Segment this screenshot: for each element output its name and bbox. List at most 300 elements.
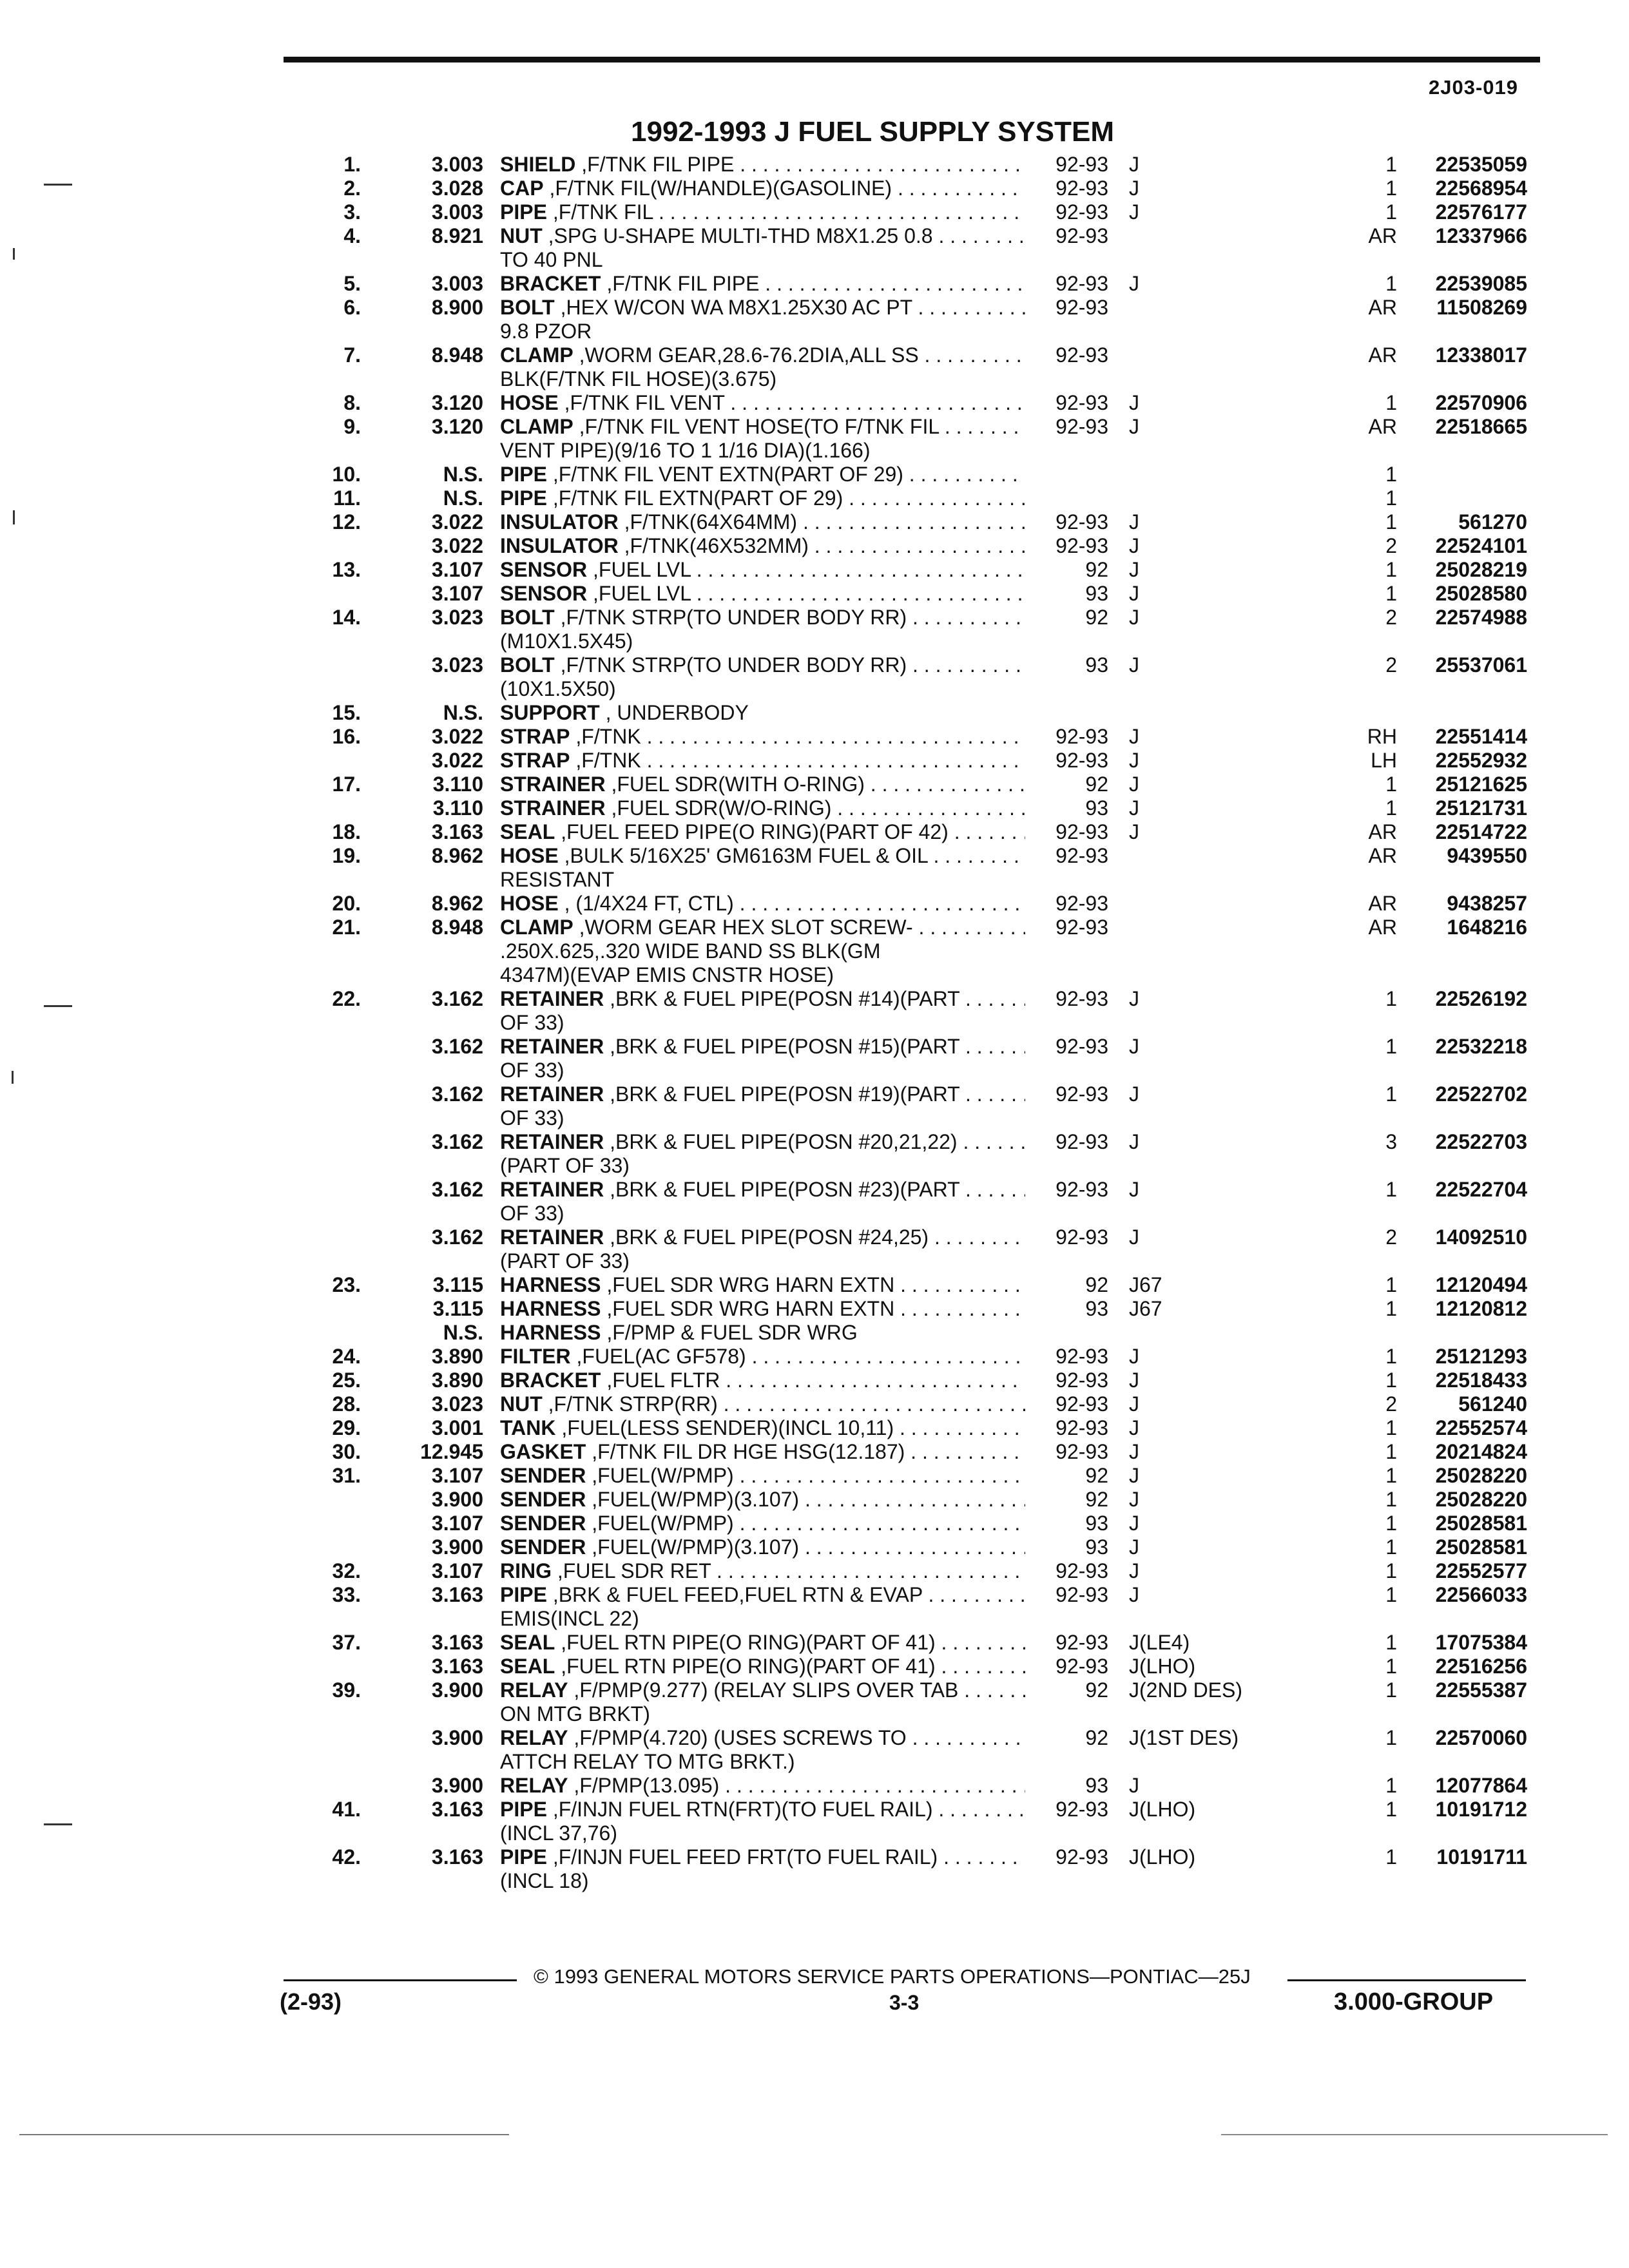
- quantity: 1: [1385, 1655, 1397, 1678]
- part-description-cont: (INCL 37,76): [500, 1821, 617, 1845]
- table-row: [0, 177, 1629, 200]
- part-detail: ,FUEL SDR(WITH O-RING): [611, 773, 865, 796]
- group-number: 3.003: [431, 272, 483, 295]
- part-number: 22535059: [1435, 153, 1527, 176]
- model-years: 92-93: [1055, 415, 1108, 438]
- quantity: 1: [1385, 1440, 1397, 1463]
- footer-copyright: © 1993 GENERAL MOTORS SERVICE PARTS OPERATIONS—PONTIAC—25J: [534, 1965, 1251, 1988]
- table-row-continuation: [0, 1750, 1629, 1774]
- table-row-continuation: [0, 1106, 1629, 1130]
- model-years: 92-93: [1055, 1345, 1108, 1368]
- item-number: 41.: [332, 1798, 361, 1821]
- table-row: [0, 153, 1629, 177]
- model-code: J: [1129, 606, 1139, 629]
- item-number: 25.: [332, 1369, 361, 1392]
- table-row: [0, 1440, 1629, 1464]
- part-number: 14092510: [1435, 1225, 1527, 1249]
- table-row: [0, 1178, 1629, 1202]
- part-number: 25028580: [1435, 582, 1527, 605]
- margin-mark: [44, 1823, 72, 1825]
- group-number: 8.948: [431, 916, 483, 939]
- part-detail: ,SPG U-SHAPE MULTI-THD M8X1.25 0.8: [548, 224, 933, 247]
- table-row: [0, 725, 1629, 749]
- model-code: J(LE4): [1129, 1631, 1190, 1654]
- model-code: J: [1129, 1774, 1139, 1797]
- quantity: 1: [1385, 1845, 1397, 1869]
- part-number: 25121625: [1435, 773, 1527, 796]
- part-description-cont: (PART OF 33): [500, 1249, 630, 1273]
- group-number: 3.162: [431, 987, 483, 1010]
- quantity: 1: [1385, 1678, 1397, 1702]
- group-number: 3.022: [431, 749, 483, 772]
- model-years: 92-93: [1055, 1798, 1108, 1821]
- part-name: RELAY: [500, 1774, 568, 1797]
- group-number: 8.921: [431, 224, 483, 247]
- part-detail: ,HEX W/CON WA M8X1.25X30 AC PT: [560, 296, 912, 319]
- model-years: 92-93: [1055, 725, 1108, 748]
- part-number: 25028581: [1435, 1512, 1527, 1535]
- table-row-continuation: [0, 1249, 1629, 1273]
- table-row: [0, 1345, 1629, 1369]
- quantity: AR: [1368, 343, 1397, 367]
- item-number: 18.: [332, 820, 361, 843]
- model-years: 93: [1085, 1774, 1108, 1797]
- part-detail: ,F/PMP(9.277) (RELAY SLIPS OVER TAB: [574, 1678, 959, 1702]
- item-number: 32.: [332, 1559, 361, 1582]
- part-name: PIPE: [500, 200, 547, 224]
- part-detail: ,F/TNK: [575, 749, 641, 772]
- group-number: 3.115: [432, 1297, 483, 1320]
- table-row: [0, 1369, 1629, 1392]
- part-number: 10191712: [1435, 1798, 1527, 1821]
- part-number: 12120812: [1435, 1297, 1527, 1320]
- item-number: 13.: [332, 558, 361, 581]
- part-name: STRAINER: [500, 796, 606, 820]
- part-name: HARNESS: [500, 1321, 601, 1344]
- part-name: RETAINER: [500, 1082, 604, 1106]
- part-name: RELAY: [500, 1678, 568, 1702]
- model-code: J(2ND DES): [1129, 1678, 1243, 1702]
- table-row: [0, 582, 1629, 606]
- quantity: RH: [1367, 725, 1397, 748]
- part-number: 25028581: [1435, 1535, 1527, 1559]
- quantity: 2: [1385, 606, 1397, 629]
- quantity: 1: [1385, 1297, 1397, 1320]
- part-name: RELAY: [500, 1726, 568, 1749]
- group-number: 3.163: [431, 820, 483, 843]
- item-number: 20.: [332, 892, 361, 915]
- part-number: 25028219: [1435, 558, 1527, 581]
- part-number: 22552574: [1435, 1416, 1527, 1439]
- part-number: 22552932: [1435, 749, 1527, 772]
- quantity: 1: [1385, 796, 1397, 820]
- group-number: 12.945: [420, 1440, 483, 1463]
- quantity: 1: [1385, 463, 1397, 486]
- part-name: SEAL: [500, 1655, 555, 1678]
- model-years: 92-93: [1055, 1440, 1108, 1463]
- item-number: 15.: [332, 701, 361, 724]
- margin-mark: [13, 510, 15, 524]
- model-code: J: [1129, 415, 1139, 438]
- part-name: GASKET: [500, 1440, 586, 1463]
- table-row: [0, 534, 1629, 558]
- table-row: [0, 1845, 1629, 1869]
- item-number: 19.: [332, 844, 361, 867]
- model-years: 92-93: [1055, 1583, 1108, 1606]
- table-row-continuation: [0, 1821, 1629, 1845]
- model-years: 92-93: [1055, 1845, 1108, 1869]
- part-description: [500, 701, 1025, 725]
- table-row: [0, 1416, 1629, 1440]
- part-detail: ,F/TNK: [575, 725, 641, 748]
- quantity: 2: [1385, 1225, 1397, 1249]
- table-row: [0, 796, 1629, 820]
- group-number: 3.163: [431, 1655, 483, 1678]
- group-number: 3.900: [431, 1678, 483, 1702]
- item-number: 31.: [332, 1464, 361, 1487]
- quantity: 1: [1385, 1631, 1397, 1654]
- model-years: 92: [1085, 1726, 1108, 1749]
- model-years: 92: [1085, 606, 1108, 629]
- item-number: 6.: [343, 296, 361, 319]
- group-number: 3.022: [431, 534, 483, 557]
- part-detail: ,BRK & FUEL PIPE(POSN #15)(PART: [610, 1035, 960, 1058]
- group-number: 3.162: [431, 1225, 483, 1249]
- model-code: J67: [1129, 1273, 1162, 1296]
- part-name: SENDER: [500, 1512, 586, 1535]
- part-name: RETAINER: [500, 1178, 604, 1201]
- part-detail: ,F/TNK FIL PIPE: [581, 153, 735, 176]
- part-number: 22522704: [1435, 1178, 1527, 1201]
- part-description-cont: 4347M)(EVAP EMIS CNSTR HOSE): [500, 963, 834, 986]
- quantity: 1: [1385, 1345, 1397, 1368]
- item-number: 23.: [332, 1273, 361, 1296]
- part-description-cont: ON MTG BRKT): [500, 1702, 650, 1725]
- table-row: [0, 844, 1629, 868]
- item-number: 39.: [332, 1678, 361, 1702]
- part-name: FILTER: [500, 1345, 571, 1368]
- model-years: 92-93: [1055, 1416, 1108, 1439]
- item-number: 4.: [343, 224, 361, 247]
- table-row-continuation: [0, 868, 1629, 892]
- quantity: 2: [1385, 1392, 1397, 1416]
- table-row: [0, 1559, 1629, 1583]
- item-number: 2.: [343, 177, 361, 200]
- part-number: 25028220: [1435, 1464, 1527, 1487]
- group-number: N.S.: [443, 701, 483, 724]
- table-row-continuation: [0, 1154, 1629, 1178]
- part-name: BOLT: [500, 653, 555, 677]
- part-detail: ,WORM GEAR,28.6-76.2DIA,ALL SS: [579, 343, 919, 367]
- model-years: 93: [1085, 1535, 1108, 1559]
- model-years: 93: [1085, 1297, 1108, 1320]
- group-number: 3.163: [431, 1583, 483, 1606]
- item-number: 17.: [332, 773, 361, 796]
- margin-mark: [44, 1005, 72, 1007]
- quantity: AR: [1368, 296, 1397, 319]
- model-code: J: [1129, 1082, 1139, 1106]
- part-description-cont: (INCL 18): [500, 1869, 589, 1892]
- table-row-continuation: [0, 1059, 1629, 1082]
- item-number: 5.: [343, 272, 361, 295]
- table-row: [0, 1512, 1629, 1535]
- quantity: 2: [1385, 653, 1397, 677]
- group-number: 3.023: [431, 606, 483, 629]
- model-years: 92: [1085, 1464, 1108, 1487]
- footer-rule-right: [1287, 1979, 1526, 1981]
- item-number: 22.: [332, 987, 361, 1010]
- table-row: [0, 773, 1629, 796]
- group-number: 3.890: [431, 1345, 483, 1368]
- part-number: 22555387: [1435, 1678, 1527, 1702]
- quantity: 1: [1385, 1726, 1397, 1749]
- table-row: [0, 653, 1629, 677]
- model-code: J(LHO): [1129, 1845, 1196, 1869]
- quantity: 1: [1385, 1774, 1397, 1797]
- part-detail: ,F/TNK FIL DR HGE HSG(12.187): [592, 1440, 905, 1463]
- part-description: [500, 1321, 1025, 1345]
- model-years: 92-93: [1055, 391, 1108, 414]
- part-description-cont: ATTCH RELAY TO MTG BRKT.): [500, 1750, 795, 1773]
- table-row: [0, 463, 1629, 486]
- model-code: J: [1129, 272, 1139, 295]
- group-number: 3.107: [431, 1559, 483, 1582]
- model-years: 92-93: [1055, 749, 1108, 772]
- part-description-cont: .250X.625,.320 WIDE BAND SS BLK(GM: [500, 939, 881, 963]
- group-number: 3.023: [431, 653, 483, 677]
- item-number: 11.: [333, 486, 361, 510]
- part-detail: ,F/TNK STRP(RR): [548, 1392, 718, 1416]
- table-row-continuation: [0, 439, 1629, 463]
- group-number: N.S.: [443, 1321, 483, 1344]
- part-name: NUT: [500, 1392, 543, 1416]
- part-name: RETAINER: [500, 987, 604, 1010]
- part-number: 561270: [1458, 510, 1527, 533]
- table-row: [0, 1774, 1629, 1798]
- part-detail: ,F/TNK FIL VENT EXTN(PART OF 29): [552, 463, 903, 486]
- item-number: 1.: [343, 153, 361, 176]
- model-years: 92: [1085, 1488, 1108, 1511]
- part-number: 22514722: [1435, 820, 1527, 843]
- part-name: BOLT: [500, 606, 555, 629]
- model-years: 92-93: [1055, 1369, 1108, 1392]
- part-number: 22576177: [1435, 200, 1527, 224]
- model-code: J: [1129, 177, 1139, 200]
- part-number: 22570060: [1435, 1726, 1527, 1749]
- part-name: SHIELD: [500, 153, 576, 176]
- model-years: 92: [1085, 1273, 1108, 1296]
- table-row: [0, 415, 1629, 439]
- model-years: 92: [1085, 1678, 1108, 1702]
- group-number: 3.900: [431, 1774, 483, 1797]
- group-number: 3.110: [432, 796, 483, 820]
- part-description-cont: (10X1.5X50): [500, 677, 616, 700]
- part-name: SEAL: [500, 820, 555, 843]
- model-years: 92-93: [1055, 1082, 1108, 1106]
- model-code: J(LHO): [1129, 1655, 1196, 1678]
- table-row: [0, 558, 1629, 582]
- part-detail: , UNDERBODY: [605, 701, 749, 724]
- group-number: 3.107: [431, 558, 483, 581]
- table-row-continuation: [0, 1202, 1629, 1225]
- part-name: STRAP: [500, 749, 570, 772]
- part-detail: ,FUEL(LESS SENDER)(INCL 10,11): [561, 1416, 894, 1439]
- quantity: 1: [1385, 1369, 1397, 1392]
- part-number: 22570906: [1435, 391, 1527, 414]
- part-name: RETAINER: [500, 1225, 604, 1249]
- model-code: J: [1129, 725, 1139, 748]
- item-number: 16.: [332, 725, 361, 748]
- quantity: 1: [1385, 582, 1397, 605]
- table-row: [0, 296, 1629, 320]
- part-name: PIPE: [500, 1583, 547, 1606]
- quantity: 1: [1385, 1535, 1397, 1559]
- table-row: [0, 820, 1629, 844]
- part-number: 20214824: [1435, 1440, 1527, 1463]
- part-name: SENDER: [500, 1535, 586, 1559]
- quantity: 1: [1385, 558, 1397, 581]
- model-code: J: [1129, 200, 1139, 224]
- model-years: 93: [1085, 582, 1108, 605]
- part-detail: ,FUEL SDR RET: [557, 1559, 711, 1582]
- part-detail: ,F/INJN FUEL FEED FRT(TO FUEL RAIL): [552, 1845, 938, 1869]
- quantity: 1: [1385, 200, 1397, 224]
- part-number: 9438257: [1447, 892, 1527, 915]
- model-code: J: [1129, 820, 1139, 843]
- group-number: 3.162: [431, 1035, 483, 1058]
- model-code: J: [1129, 1559, 1139, 1582]
- group-number: 3.162: [431, 1082, 483, 1106]
- part-name: CAP: [500, 177, 544, 200]
- part-number: 22552577: [1435, 1559, 1527, 1582]
- model-code: J: [1129, 1488, 1139, 1511]
- part-name: HOSE: [500, 892, 559, 915]
- model-code: J: [1129, 1416, 1139, 1439]
- parts-table: [0, 153, 1629, 1893]
- model-years: 92-93: [1055, 987, 1108, 1010]
- quantity: 1: [1385, 1273, 1397, 1296]
- table-row-continuation: [0, 1869, 1629, 1893]
- model-code: J: [1129, 1225, 1139, 1249]
- part-detail: ,F/TNK STRP(TO UNDER BODY RR): [560, 606, 907, 629]
- part-detail: ,BULK 5/16X25' GM6163M FUEL & OIL: [564, 844, 928, 867]
- footer-group: 3.000-GROUP: [1334, 1988, 1494, 2015]
- model-years: 92-93: [1055, 1178, 1108, 1201]
- quantity: 1: [1385, 1035, 1397, 1058]
- table-row: [0, 486, 1629, 510]
- model-years: 93: [1085, 1512, 1108, 1535]
- part-detail: ,FUEL SDR WRG HARN EXTN: [606, 1273, 895, 1296]
- table-row: [0, 1392, 1629, 1416]
- table-row: [0, 1631, 1629, 1655]
- part-name: BRACKET: [500, 1369, 601, 1392]
- table-row: [0, 1535, 1629, 1559]
- part-name: PIPE: [500, 463, 547, 486]
- part-number: 25121293: [1435, 1345, 1527, 1368]
- part-description-cont: OF 33): [500, 1059, 564, 1082]
- part-detail: ,F/TNK(46X532MM): [624, 534, 809, 557]
- quantity: 1: [1385, 1416, 1397, 1439]
- part-detail: ,F/PMP & FUEL SDR WRG: [606, 1321, 858, 1344]
- part-description-cont: OF 33): [500, 1011, 564, 1034]
- model-years: 92-93: [1055, 153, 1108, 176]
- model-code: J: [1129, 510, 1139, 533]
- part-name: RING: [500, 1559, 552, 1582]
- part-detail: ,WORM GEAR HEX SLOT SCREW-: [579, 916, 913, 939]
- model-years: 92-93: [1055, 296, 1108, 319]
- part-number: 22522702: [1435, 1082, 1527, 1106]
- quantity: 1: [1385, 177, 1397, 200]
- quantity: 1: [1385, 1512, 1397, 1535]
- model-years: 92-93: [1055, 343, 1108, 367]
- model-years: 92-93: [1055, 1225, 1108, 1249]
- part-detail: ,FUEL LVL: [593, 558, 691, 581]
- part-detail: ,BRK & FUEL PIPE(POSN #23)(PART: [610, 1178, 960, 1201]
- group-number: 3.110: [432, 773, 483, 796]
- part-number: 22568954: [1435, 177, 1527, 200]
- part-detail: ,FUEL LVL: [593, 582, 691, 605]
- quantity: 1: [1385, 510, 1397, 533]
- model-years: 92-93: [1055, 1035, 1108, 1058]
- quantity: 1: [1385, 1178, 1397, 1201]
- part-description-cont: BLK(F/TNK FIL HOSE)(3.675): [500, 367, 777, 390]
- part-detail: ,BRK & FUEL PIPE(POSN #20,21,22): [610, 1130, 958, 1153]
- part-name: TANK: [500, 1416, 556, 1439]
- part-number: 12337966: [1435, 224, 1527, 247]
- table-row: [0, 1321, 1629, 1345]
- table-row-continuation: [0, 963, 1629, 987]
- table-row: [0, 1655, 1629, 1678]
- part-name: NUT: [500, 224, 543, 247]
- group-number: 3.107: [431, 582, 483, 605]
- part-detail: ,FUEL RTN PIPE(O RING)(PART OF 41): [561, 1655, 936, 1678]
- model-years: 93: [1085, 653, 1108, 677]
- part-number: 22539085: [1435, 272, 1527, 295]
- part-number: 22532218: [1435, 1035, 1527, 1058]
- model-code: J: [1129, 391, 1139, 414]
- model-code: J: [1129, 773, 1139, 796]
- quantity: AR: [1368, 224, 1397, 247]
- table-row: [0, 200, 1629, 224]
- group-number: 3.890: [431, 1369, 483, 1392]
- table-row: [0, 1297, 1629, 1321]
- part-detail: ,FUEL SDR(W/O-RING): [611, 796, 832, 820]
- quantity: 3: [1385, 1130, 1397, 1153]
- quantity: 1: [1385, 773, 1397, 796]
- group-number: 3.107: [431, 1512, 483, 1535]
- model-years: 92-93: [1055, 224, 1108, 247]
- table-row-continuation: [0, 1011, 1629, 1035]
- part-description-cont: VENT PIPE)(9/16 TO 1 1/16 DIA)(1.166): [500, 439, 871, 462]
- part-name: HOSE: [500, 391, 559, 414]
- item-number: 7.: [343, 343, 361, 367]
- quantity: 1: [1385, 391, 1397, 414]
- part-description-cont: OF 33): [500, 1106, 564, 1129]
- model-years: 92-93: [1055, 844, 1108, 867]
- part-description-cont: 9.8 PZOR: [500, 320, 592, 343]
- part-name: INSULATOR: [500, 534, 619, 557]
- model-years: 92-93: [1055, 510, 1108, 533]
- item-number: 28.: [332, 1392, 361, 1416]
- margin-mark: [13, 248, 15, 260]
- part-description-cont: EMIS(INCL 22): [500, 1607, 639, 1630]
- table-row: [0, 749, 1629, 773]
- margin-mark: [12, 1071, 14, 1084]
- part-number: 1648216: [1447, 916, 1527, 939]
- quantity: 1: [1385, 272, 1397, 295]
- quantity: AR: [1368, 415, 1397, 438]
- model-code: J: [1129, 987, 1139, 1010]
